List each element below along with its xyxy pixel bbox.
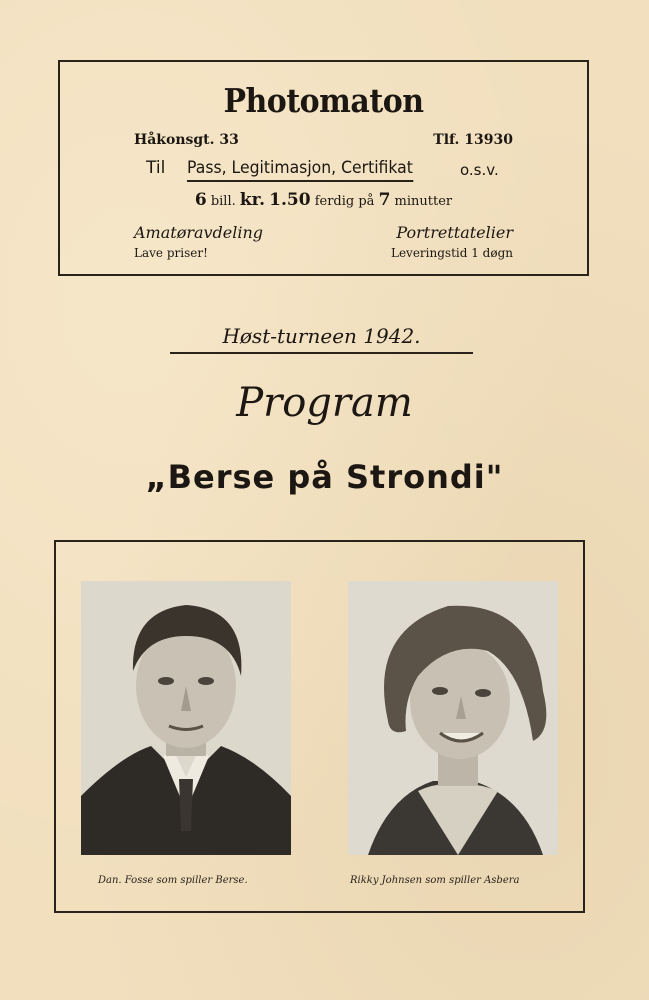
ad-osv: o.s.v. <box>460 161 499 179</box>
tour-heading: Høst-turneen 1942. <box>170 324 473 354</box>
actor-photo-berse <box>81 581 291 855</box>
price-count: 6 <box>194 190 207 210</box>
actress-photo-asbera <box>348 581 558 855</box>
price-amount: 1.50 <box>269 190 311 210</box>
ad-til-label: Til <box>146 158 166 178</box>
photomaton-advertisement <box>58 60 589 276</box>
ad-uses: Pass, Legitimasjon, Certifikat <box>187 158 413 182</box>
price-kr: kr. <box>239 190 265 210</box>
ad-portrait-heading: Portrettatelier <box>396 223 513 242</box>
play-title: „Berse på Strondi" <box>145 458 504 496</box>
ad-price-line <box>60 190 587 210</box>
woman-portrait-illustration <box>348 581 558 855</box>
ad-amateur-heading: Amatøravdeling <box>134 223 264 242</box>
man-portrait-illustration <box>81 581 291 855</box>
ad-brand-title: Photomaton <box>223 82 424 121</box>
cast-photos-frame <box>54 540 585 913</box>
ad-portrait-text: Leveringstid 1 døgn <box>390 246 513 260</box>
ad-amateur-text: Lave priser! <box>134 246 208 260</box>
price-ready: ferdig på <box>314 194 375 209</box>
ad-address: Håkonsgt. 33 <box>134 132 239 148</box>
caption-berse: Dan. Fosse som spiller Berse. <box>98 875 248 886</box>
caption-asbera: Rikky Johnsen som spiller Asbera <box>350 875 520 886</box>
price-minutes: minutter <box>394 194 453 209</box>
program-heading: Program <box>236 380 413 426</box>
price-time: 7 <box>378 190 391 210</box>
ad-phone: Tlf. 13930 <box>433 132 513 148</box>
price-unit: bill. <box>210 194 236 209</box>
